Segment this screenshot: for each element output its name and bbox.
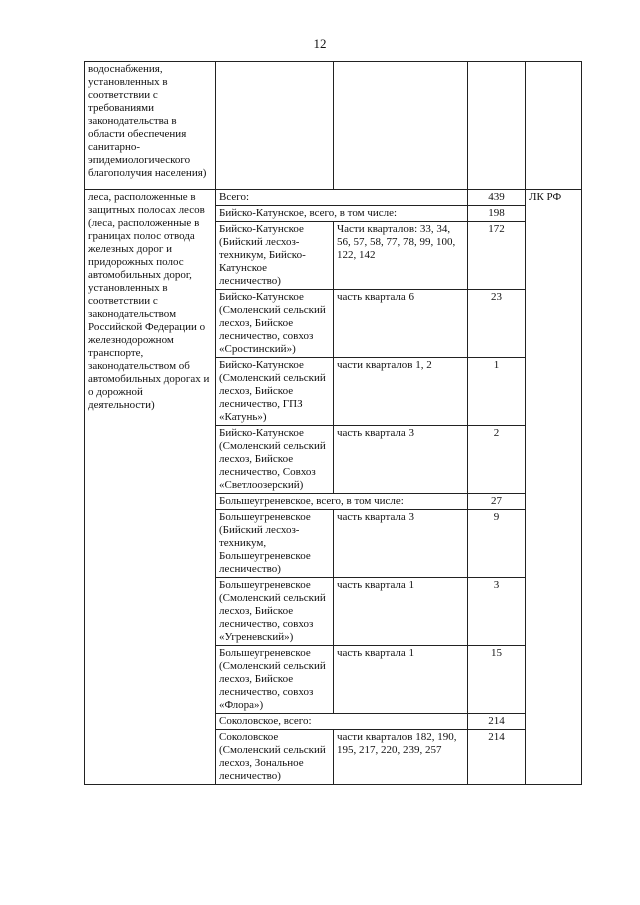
group-value: 27: [468, 494, 526, 510]
page-number: 12: [313, 36, 327, 51]
category-cell: водоснабжения, установленных в соответствии с требованиями законодательства в области обеспечения санитарно-эпидемиологического благополучия населения): [85, 62, 216, 190]
forestry-cell: Соколовское (Смоленский сельский лесхоз, Зональное лесничество): [216, 730, 334, 785]
category-cell: леса, расположенные в защитных полосах лесов (леса, расположенные в границах полос отвода железных дорог и придорожных полос автомобильных дорог, установленных в соответствии с законодательством Российской Федерации о железнодорожном транспорте, законодательством об автомобильных дорогах и о дорожной деятельности): [85, 190, 216, 785]
parts-cell: часть квартала 1: [334, 578, 468, 646]
forestry-cell: Бийско-Катунское (Смоленский сельский лесхоз, Бийское лесничество, ГПЗ «Катунь»): [216, 358, 334, 426]
group-label: Соколовское, всего:: [216, 714, 468, 730]
forestry-cell: Большеугреневское (Бийский лесхоз-техникум, Большеугреневское лесничество): [216, 510, 334, 578]
area-cell: 15: [468, 646, 526, 714]
area-cell: 1: [468, 358, 526, 426]
parts-cell: части кварталов 182, 190, 195, 217, 220, 239, 257: [334, 730, 468, 785]
area-cell: 172: [468, 222, 526, 290]
parts-cell: Части кварталов: 33, 34, 56, 57, 58, 77, 78, 99, 100, 122, 142: [334, 222, 468, 290]
table-row: [85, 62, 582, 190]
forestry-cell: Бийско-Катунское (Смоленский сельский лесхоз, Бийское лесничество, совхоз «Сростинский»): [216, 290, 334, 358]
area-cell: 23: [468, 290, 526, 358]
total-value: 439: [468, 190, 526, 206]
area-cell: 214: [468, 730, 526, 785]
area-cell: 3: [468, 578, 526, 646]
forestry-cell: Бийско-Катунское (Бийский лесхоз-техникум, Бийско-Катунское лесничество): [216, 222, 334, 290]
group-label: Бийско-Катунское, всего, в том числе:: [216, 206, 468, 222]
forest-table: [84, 61, 582, 785]
group-value: 214: [468, 714, 526, 730]
forestry-cell: Большеугреневское (Смоленский сельский лесхоз, Бийское лесничество, совхоз «Флора»): [216, 646, 334, 714]
group-value: 198: [468, 206, 526, 222]
parts-cell: часть квартала 3: [334, 426, 468, 494]
area-cell: 2: [468, 426, 526, 494]
total-label: Всего:: [216, 190, 468, 206]
parts-cell: часть квартала 6: [334, 290, 468, 358]
forestry-cell: Большеугреневское (Смоленский сельский лесхоз, Бийское лесничество, совхоз «Угреневский»): [216, 578, 334, 646]
parts-cell: часть квартала 3: [334, 510, 468, 578]
parts-cell: часть квартала 1: [334, 646, 468, 714]
area-cell: 9: [468, 510, 526, 578]
forestry-cell: Бийско-Катунское (Смоленский сельский лесхоз, Бийское лесничество, Совхоз «Светлоозерский): [216, 426, 334, 494]
parts-cell: части кварталов 1, 2: [334, 358, 468, 426]
reference-cell: ЛК РФ: [526, 190, 582, 785]
group-label: Большеугреневское, всего, в том числе:: [216, 494, 468, 510]
table-row: [85, 190, 582, 206]
